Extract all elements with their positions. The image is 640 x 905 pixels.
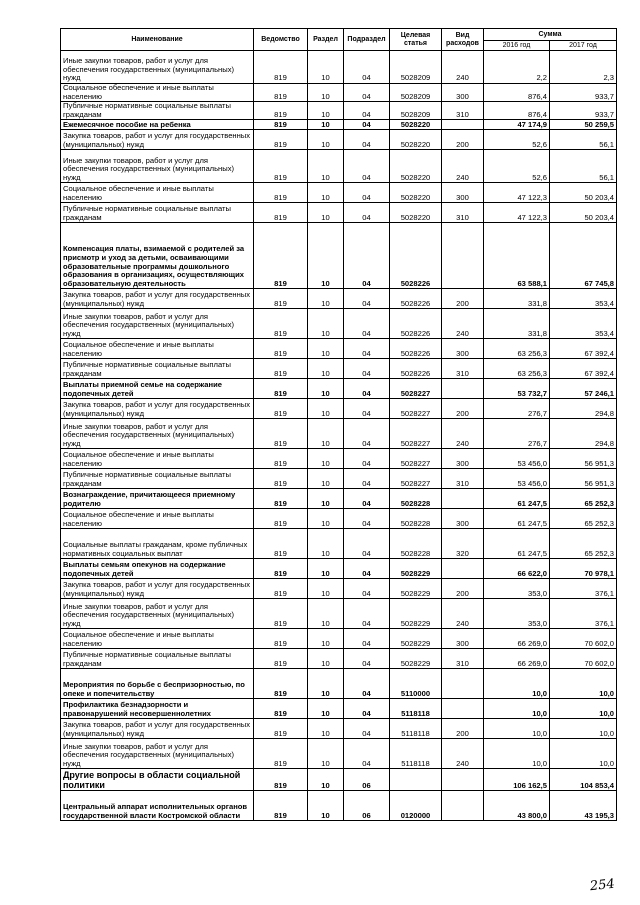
row-target: 5028209 [390, 84, 442, 102]
row-sum-2016: 331,8 [484, 309, 550, 339]
table-row [61, 579, 617, 599]
row-sum-2017: 67 392,4 [550, 339, 617, 359]
table-row [61, 419, 617, 449]
row-sum-2017: 65 252,3 [550, 509, 617, 529]
row-sum-2017: 57 246,1 [550, 379, 617, 399]
table-row [61, 183, 617, 203]
row-target: 5028228 [390, 529, 442, 559]
row-type: 240 [442, 150, 484, 183]
row-subsection: 04 [344, 559, 390, 579]
row-sum-2017: 43 195,3 [550, 791, 617, 821]
row-subsection: 04 [344, 529, 390, 559]
row-sum-2017: 933,7 [550, 102, 617, 120]
row-section: 10 [308, 51, 344, 84]
row-name: Закупка товаров, работ и услуг для государственных (муниципальных) нужд [61, 579, 254, 599]
row-subsection: 04 [344, 509, 390, 529]
row-sum-2016: 353,0 [484, 599, 550, 629]
table-row [61, 649, 617, 669]
row-type: 300 [442, 183, 484, 203]
header-dept: Ведомство [254, 29, 308, 51]
row-target: 5028220 [390, 150, 442, 183]
row-subsection: 04 [344, 579, 390, 599]
row-name: Мероприятия по борьбе с беспризорностью, по опеке и попечительству [61, 669, 254, 699]
row-name: Социальное обеспечение и иные выплаты населению [61, 84, 254, 102]
row-target: 5028209 [390, 51, 442, 84]
row-sum-2016: 876,4 [484, 84, 550, 102]
row-target: 5028229 [390, 629, 442, 649]
row-section: 10 [308, 649, 344, 669]
table-row [61, 359, 617, 379]
row-sum-2016: 61 247,5 [484, 529, 550, 559]
row-sum-2016: 66 269,0 [484, 649, 550, 669]
row-type [442, 379, 484, 399]
row-section: 10 [308, 399, 344, 419]
table-row [61, 739, 617, 769]
header-section: Раздел [308, 29, 344, 51]
row-sum-2017: 65 252,3 [550, 529, 617, 559]
table-row [61, 289, 617, 309]
row-dept: 819 [254, 739, 308, 769]
table-row [61, 339, 617, 359]
table-row [61, 309, 617, 339]
row-sum-2016: 353,0 [484, 579, 550, 599]
row-sum-2017: 50 259,5 [550, 120, 617, 130]
row-sum-2016: 63 588,1 [484, 223, 550, 289]
row-name: Социальное обеспечение и иные выплаты населению [61, 183, 254, 203]
row-subsection: 04 [344, 84, 390, 102]
row-section: 10 [308, 629, 344, 649]
row-section: 10 [308, 509, 344, 529]
table-row [61, 489, 617, 509]
row-sum-2017: 294,8 [550, 399, 617, 419]
row-subsection: 04 [344, 120, 390, 130]
row-type: 300 [442, 629, 484, 649]
row-dept: 819 [254, 419, 308, 449]
header-2016: 2016 год [484, 41, 550, 51]
row-sum-2017: 67 745,8 [550, 223, 617, 289]
row-target: 5028229 [390, 649, 442, 669]
row-type: 200 [442, 719, 484, 739]
table-row [61, 203, 617, 223]
row-name: Закупка товаров, работ и услуг для государственных (муниципальных) нужд [61, 399, 254, 419]
row-subsection: 04 [344, 649, 390, 669]
table-row [61, 150, 617, 183]
table-row [61, 449, 617, 469]
header-subsection: Подраздел [344, 29, 390, 51]
row-section: 10 [308, 339, 344, 359]
row-target: 5028227 [390, 379, 442, 399]
row-name: Публичные нормативные социальные выплаты гражданам [61, 649, 254, 669]
row-subsection: 04 [344, 669, 390, 699]
row-sum-2017: 104 853,4 [550, 769, 617, 791]
row-target: 5028226 [390, 359, 442, 379]
table-row [61, 599, 617, 629]
row-type [442, 699, 484, 719]
row-target: 0120000 [390, 791, 442, 821]
row-dept: 819 [254, 529, 308, 559]
row-target: 5118118 [390, 739, 442, 769]
row-subsection: 04 [344, 739, 390, 769]
row-subsection: 04 [344, 359, 390, 379]
row-section: 10 [308, 529, 344, 559]
row-target: 5118118 [390, 719, 442, 739]
row-subsection: 04 [344, 102, 390, 120]
row-name: Социальное обеспечение и иные выплаты населению [61, 449, 254, 469]
row-section: 10 [308, 120, 344, 130]
row-subsection: 04 [344, 629, 390, 649]
row-type: 240 [442, 599, 484, 629]
row-target: 5028220 [390, 120, 442, 130]
row-type: 310 [442, 359, 484, 379]
table-row [61, 529, 617, 559]
row-subsection: 04 [344, 399, 390, 419]
row-sum-2016: 52,6 [484, 130, 550, 150]
row-dept: 819 [254, 599, 308, 629]
row-name: Закупка товаров, работ и услуг для государственных (муниципальных) нужд [61, 130, 254, 150]
row-sum-2017: 50 203,4 [550, 183, 617, 203]
row-type: 300 [442, 84, 484, 102]
row-dept: 819 [254, 84, 308, 102]
row-target: 5028226 [390, 223, 442, 289]
row-section: 10 [308, 699, 344, 719]
row-name: Публичные нормативные социальные выплаты гражданам [61, 102, 254, 120]
table-row [61, 791, 617, 821]
row-sum-2017: 353,4 [550, 309, 617, 339]
row-type: 300 [442, 339, 484, 359]
row-name: Публичные нормативные социальные выплаты гражданам [61, 203, 254, 223]
header-2017: 2017 год [550, 41, 617, 51]
header-target: Целевая статья [390, 29, 442, 51]
row-sum-2017: 67 392,4 [550, 359, 617, 379]
table-row [61, 629, 617, 649]
row-target: 5028229 [390, 579, 442, 599]
table-row [61, 51, 617, 84]
row-name: Вознаграждение, причитающееся приемному родителю [61, 489, 254, 509]
row-dept: 819 [254, 359, 308, 379]
row-sum-2017: 56,1 [550, 150, 617, 183]
row-subsection: 04 [344, 183, 390, 203]
row-name: Выплаты семьям опекунов на содержание подопечных детей [61, 559, 254, 579]
table-row [61, 769, 617, 791]
budget-table [60, 28, 617, 821]
row-sum-2017: 70 602,0 [550, 649, 617, 669]
row-section: 10 [308, 579, 344, 599]
row-name: Иные закупки товаров, работ и услуг для обеспечения государственных (муниципальных) нужд [61, 599, 254, 629]
row-type: 240 [442, 51, 484, 84]
row-sum-2016: 66 622,0 [484, 559, 550, 579]
row-subsection: 04 [344, 150, 390, 183]
row-sum-2016: 10,0 [484, 669, 550, 699]
row-target: 5028229 [390, 559, 442, 579]
row-subsection: 04 [344, 489, 390, 509]
row-subsection: 04 [344, 719, 390, 739]
handwritten-page-number: 254 [589, 876, 616, 895]
row-subsection: 04 [344, 339, 390, 359]
row-dept: 819 [254, 223, 308, 289]
row-name: Другие вопросы в области социальной политики [61, 769, 254, 791]
row-sum-2016: 10,0 [484, 699, 550, 719]
row-sum-2017: 10,0 [550, 669, 617, 699]
row-name: Закупка товаров, работ и услуг для государственных (муниципальных) нужд [61, 719, 254, 739]
row-subsection: 04 [344, 223, 390, 289]
row-section: 10 [308, 559, 344, 579]
row-sum-2017: 376,1 [550, 599, 617, 629]
row-sum-2016: 66 269,0 [484, 629, 550, 649]
row-target: 5118118 [390, 699, 442, 719]
table-row [61, 84, 617, 102]
row-name: Иные закупки товаров, работ и услуг для обеспечения государственных (муниципальных) нужд [61, 309, 254, 339]
row-section: 10 [308, 469, 344, 489]
row-section: 10 [308, 289, 344, 309]
row-type: 320 [442, 529, 484, 559]
row-section: 10 [308, 183, 344, 203]
table-row [61, 379, 617, 399]
row-dept: 819 [254, 649, 308, 669]
row-type: 200 [442, 579, 484, 599]
row-section: 10 [308, 84, 344, 102]
row-name: Иные закупки товаров, работ и услуг для обеспечения государственных (муниципальных) нужд [61, 739, 254, 769]
row-target: 5028226 [390, 339, 442, 359]
row-subsection: 04 [344, 289, 390, 309]
header-name: Наименование [61, 29, 254, 51]
row-name: Социальные выплаты гражданам, кроме публичных нормативных социальных выплат [61, 529, 254, 559]
row-sum-2016: 10,0 [484, 719, 550, 739]
row-section: 10 [308, 130, 344, 150]
row-name: Выплаты приемной семье на содержание подопечных детей [61, 379, 254, 399]
row-target [390, 769, 442, 791]
row-section: 10 [308, 719, 344, 739]
row-type: 200 [442, 130, 484, 150]
table-row [61, 469, 617, 489]
row-sum-2016: 63 256,3 [484, 339, 550, 359]
row-type: 310 [442, 203, 484, 223]
row-section: 10 [308, 449, 344, 469]
row-type: 300 [442, 509, 484, 529]
row-dept: 819 [254, 449, 308, 469]
row-type: 310 [442, 469, 484, 489]
row-sum-2016: 47 174,9 [484, 120, 550, 130]
row-type [442, 223, 484, 289]
row-dept: 819 [254, 130, 308, 150]
row-type: 240 [442, 309, 484, 339]
row-section: 10 [308, 223, 344, 289]
row-dept: 819 [254, 289, 308, 309]
row-target: 5028220 [390, 130, 442, 150]
row-dept: 819 [254, 469, 308, 489]
row-dept: 819 [254, 183, 308, 203]
row-type: 200 [442, 399, 484, 419]
row-subsection: 04 [344, 203, 390, 223]
row-section: 10 [308, 359, 344, 379]
row-section: 10 [308, 769, 344, 791]
row-sum-2016: 47 122,3 [484, 183, 550, 203]
row-section: 10 [308, 791, 344, 821]
row-name: Профилактика безнадзорности и правонарушений несовершеннолетних [61, 699, 254, 719]
row-dept: 819 [254, 559, 308, 579]
row-sum-2017: 56,1 [550, 130, 617, 150]
row-subsection: 04 [344, 469, 390, 489]
row-dept: 819 [254, 769, 308, 791]
row-name: Иные закупки товаров, работ и услуг для обеспечения государственных (муниципальных) нужд [61, 419, 254, 449]
row-sum-2017: 70 978,1 [550, 559, 617, 579]
header-type: Вид расходов [442, 29, 484, 51]
table-row [61, 399, 617, 419]
row-type [442, 120, 484, 130]
row-sum-2016: 2,2 [484, 51, 550, 84]
row-name: Иные закупки товаров, работ и услуг для обеспечения государственных (муниципальных) нужд [61, 150, 254, 183]
row-target: 5028220 [390, 183, 442, 203]
row-section: 10 [308, 102, 344, 120]
row-name: Социальное обеспечение и иные выплаты населению [61, 339, 254, 359]
row-section: 10 [308, 150, 344, 183]
row-sum-2017: 376,1 [550, 579, 617, 599]
row-name: Ежемесячное пособие на ребенка [61, 120, 254, 130]
row-name: Социальное обеспечение и иные выплаты населению [61, 629, 254, 649]
row-dept: 819 [254, 791, 308, 821]
row-sum-2016: 10,0 [484, 739, 550, 769]
row-subsection: 04 [344, 130, 390, 150]
row-target: 5028229 [390, 599, 442, 629]
row-dept: 819 [254, 51, 308, 84]
row-type [442, 769, 484, 791]
row-section: 10 [308, 669, 344, 699]
table-row [61, 102, 617, 120]
row-sum-2017: 65 252,3 [550, 489, 617, 509]
row-dept: 819 [254, 309, 308, 339]
row-type: 300 [442, 449, 484, 469]
row-dept: 819 [254, 579, 308, 599]
row-subsection: 04 [344, 309, 390, 339]
row-type: 310 [442, 649, 484, 669]
row-subsection: 04 [344, 599, 390, 629]
row-dept: 819 [254, 669, 308, 699]
row-subsection: 04 [344, 419, 390, 449]
row-section: 10 [308, 309, 344, 339]
row-dept: 819 [254, 719, 308, 739]
row-type [442, 559, 484, 579]
row-subsection: 04 [344, 379, 390, 399]
table-row [61, 130, 617, 150]
row-target: 5028227 [390, 469, 442, 489]
row-name: Иные закупки товаров, работ и услуг для обеспечения государственных (муниципальных) нужд [61, 51, 254, 84]
row-sum-2016: 106 162,5 [484, 769, 550, 791]
row-dept: 819 [254, 203, 308, 223]
row-name: Публичные нормативные социальные выплаты гражданам [61, 359, 254, 379]
row-sum-2017: 50 203,4 [550, 203, 617, 223]
row-sum-2016: 63 256,3 [484, 359, 550, 379]
row-sum-2016: 276,7 [484, 419, 550, 449]
row-section: 10 [308, 379, 344, 399]
row-type: 200 [442, 289, 484, 309]
row-type: 310 [442, 102, 484, 120]
row-sum-2017: 70 602,0 [550, 629, 617, 649]
row-section: 10 [308, 419, 344, 449]
row-subsection: 06 [344, 769, 390, 791]
row-sum-2016: 876,4 [484, 102, 550, 120]
row-subsection: 06 [344, 791, 390, 821]
row-target: 5028220 [390, 203, 442, 223]
row-subsection: 04 [344, 449, 390, 469]
row-section: 10 [308, 599, 344, 629]
row-target: 5028226 [390, 309, 442, 339]
row-dept: 819 [254, 399, 308, 419]
row-sum-2017: 294,8 [550, 419, 617, 449]
row-target: 5028209 [390, 102, 442, 120]
row-sum-2017: 2,3 [550, 51, 617, 84]
row-name: Закупка товаров, работ и услуг для государственных (муниципальных) нужд [61, 289, 254, 309]
row-target: 5028227 [390, 449, 442, 469]
row-sum-2017: 56 951,3 [550, 469, 617, 489]
row-name: Социальное обеспечение и иные выплаты населению [61, 509, 254, 529]
row-section: 10 [308, 739, 344, 769]
row-dept: 819 [254, 489, 308, 509]
row-target: 5028228 [390, 509, 442, 529]
table-row [61, 223, 617, 289]
row-subsection: 04 [344, 51, 390, 84]
row-target: 5028227 [390, 399, 442, 419]
row-name: Публичные нормативные социальные выплаты гражданам [61, 469, 254, 489]
row-dept: 819 [254, 629, 308, 649]
row-sum-2017: 10,0 [550, 719, 617, 739]
row-type: 240 [442, 739, 484, 769]
table-row [61, 120, 617, 130]
table-row [61, 719, 617, 739]
row-dept: 819 [254, 509, 308, 529]
row-sum-2017: 10,0 [550, 739, 617, 769]
row-sum-2016: 276,7 [484, 399, 550, 419]
row-sum-2017: 10,0 [550, 699, 617, 719]
table-row [61, 559, 617, 579]
row-name: Центральный аппарат исполнительных органов государственной власти Костромской области [61, 791, 254, 821]
row-section: 10 [308, 489, 344, 509]
row-sum-2017: 933,7 [550, 84, 617, 102]
row-dept: 819 [254, 339, 308, 359]
row-sum-2016: 43 800,0 [484, 791, 550, 821]
row-section: 10 [308, 203, 344, 223]
row-sum-2016: 61 247,5 [484, 489, 550, 509]
row-type: 240 [442, 419, 484, 449]
row-sum-2016: 52,6 [484, 150, 550, 183]
row-sum-2016: 61 247,5 [484, 509, 550, 529]
row-dept: 819 [254, 120, 308, 130]
row-type [442, 489, 484, 509]
row-sum-2017: 353,4 [550, 289, 617, 309]
row-target: 5028227 [390, 419, 442, 449]
row-type [442, 791, 484, 821]
header-sum: Сумма [484, 29, 617, 41]
row-type [442, 669, 484, 699]
row-dept: 819 [254, 150, 308, 183]
row-name: Компенсация платы, взимаемой с родителей за присмотр и уход за детьми, осваивающими образовательные программы дошкольного образования в организациях, осуществляющих образовательную деятельность [61, 223, 254, 289]
row-target: 5028228 [390, 489, 442, 509]
row-target: 5110000 [390, 669, 442, 699]
row-sum-2017: 56 951,3 [550, 449, 617, 469]
table-row [61, 699, 617, 719]
row-sum-2016: 47 122,3 [484, 203, 550, 223]
row-target: 5028226 [390, 289, 442, 309]
table-row [61, 509, 617, 529]
row-sum-2016: 331,8 [484, 289, 550, 309]
row-dept: 819 [254, 379, 308, 399]
row-dept: 819 [254, 102, 308, 120]
row-subsection: 04 [344, 699, 390, 719]
table-row [61, 669, 617, 699]
row-sum-2016: 53 456,0 [484, 449, 550, 469]
row-sum-2016: 53 732,7 [484, 379, 550, 399]
row-dept: 819 [254, 699, 308, 719]
row-sum-2016: 53 456,0 [484, 469, 550, 489]
